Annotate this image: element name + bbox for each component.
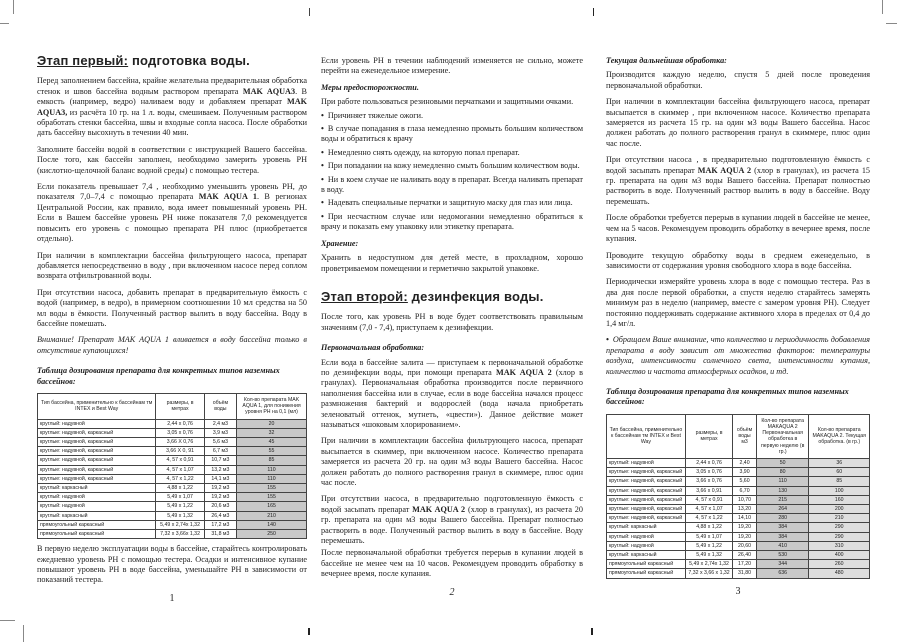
table-cell: 155 — [237, 493, 307, 502]
table-cell: 36 — [809, 459, 870, 468]
list-item: • При попадании на кожу немедленно смыть большим количеством воды. — [321, 161, 583, 171]
crop-mark — [23, 625, 24, 642]
stage1-title: Этап первый: подготовка воды. — [37, 53, 250, 68]
paragraph: Если вода в бассейне залита — приступаем к первоначальной обработке по дезинфекции воды, при помощи препарата MAK AQUA 2 (хлор в гранулах). Первоначальная обработка производится после первичного наполнения бассейна или в случае, если в воде бассейна начался процесс размножения бактерий и водорослей (вода начала приобретать зеленоватый оттенок, мутнеть, «цвести»). Данное действие может называться «шоковым хлорированием». — [321, 357, 583, 429]
table-cell: круглый: надувной — [607, 541, 686, 550]
table-cell: 3,66 Х 0,76 — [156, 437, 204, 446]
table-row — [607, 486, 870, 495]
table-cell: 160 — [809, 495, 870, 504]
table-row — [607, 505, 870, 514]
table-row — [38, 502, 307, 511]
table-cell: круглые: надувной, каркасный — [607, 477, 686, 486]
table-cell: 290 — [809, 523, 870, 532]
column-header: Кол-во препарата MAK AQUA 1, для понижения уровня РН на 0,1 (мл) — [237, 393, 307, 419]
table-cell: 5,49 х 1,32 — [156, 511, 204, 520]
table-cell: 165 — [237, 502, 307, 511]
paragraph: В первую неделю эксплуатации воды в бассейне, старайтесь контролировать ежедневно уровень РН с помощью тестера. Осадки и интенсивное купание повышают уровень РН в воде бассейна, уменьшайте РН в зависимости от показаний тестера. — [37, 544, 307, 585]
table-row — [607, 551, 870, 560]
paragraph: После обработки требуется перерыв в купании людей в бассейне не менее, чем на 5 часов. Рекомендуем проводить обработку в вечернее время, после купания. — [606, 213, 870, 244]
table-cell: круглый: надувной — [607, 459, 686, 468]
table-cell: круглый: надувной — [38, 419, 156, 428]
table-caption: Таблица дозирования препарата для конкретных типов наземных бассейнов: — [606, 386, 849, 407]
table-cell: прямоугольный каркасный — [38, 520, 156, 529]
paragraph: Периодически измеряйте уровень хлора в воде с помощью тестера. Раз в два дня после первой обработки, а спустя неделю старайтесь замерять минимум раз в неделю (например, вместе с замером уровня РН). Следует постоянно поддерживать содержание активного хлора в пределах от 0,4 до 1,4 мг/л. — [606, 277, 870, 328]
paragraph: Проводите текущую обработку воды в среднем еженедельно, в зависимости от содержания уровня свободного хлора в воде бассейна. — [606, 250, 870, 270]
table-cell: круглые: надувной, каркасный — [38, 474, 156, 483]
table-cell: 410 — [756, 541, 809, 550]
table-cell: 480 — [809, 569, 870, 578]
list-item: • В случае попадания в глаза немедленно промыть большим количеством воды и обратиться к врачу — [321, 124, 583, 145]
table-cell: 290 — [809, 532, 870, 541]
paragraph: Если уровень РН в течении наблюдений изменяется не сильно, можете перейти на еженедельное измерение. — [321, 56, 583, 76]
table-cell: 4,88 х 1,22 — [685, 523, 732, 532]
table-cell: 45 — [237, 437, 307, 446]
table-cell: круглый: каркасный — [607, 523, 686, 532]
table-cell: 3,90 — [733, 468, 757, 477]
table-cell: круглые: надувной, каркасный — [38, 437, 156, 446]
list-item: • Причиняет тяжелые ожоги. — [321, 111, 583, 121]
column-header: Тип бассейна, применительно к бассейнам тм INTEX и Best Way — [607, 414, 686, 458]
page-1 — [37, 53, 307, 604]
crop-mark — [308, 628, 310, 635]
column-header: размеры, в метрах — [685, 414, 732, 458]
paragraph: При отсутствии насоса , в предварительно подготовленную ёмкость с водой засыпать препарат MAK AQUA 2 (хлор в гранулах), из расчета 15 гр. препарата на один м3 воды Вашего бассейна. Препарат полностью растворить в воде. Полученный раствор вылить в воду в бассейне. Воду перемешать. — [606, 155, 871, 206]
table-cell: 344 — [756, 560, 809, 569]
table-cell: 400 — [809, 551, 870, 560]
stage2-title: Этап второй: дезинфекция воды. — [321, 288, 544, 304]
page-2 — [321, 56, 583, 598]
crop-mark — [591, 628, 593, 635]
table-cell: 2,44 х 0,76 — [156, 419, 204, 428]
table-cell: круглый: надувной — [607, 532, 686, 541]
precautions-heading: Меры предосторожности. — [321, 82, 419, 92]
table-row — [38, 419, 307, 428]
table-cell: 5,49 х 1,07 — [685, 532, 732, 541]
table-row — [607, 459, 870, 468]
table-cell: 85 — [237, 456, 307, 465]
table-cell: 3,9 м3 — [204, 428, 236, 437]
table-row — [607, 495, 870, 504]
table-cell: 4, 57 х 0,91 — [156, 456, 204, 465]
table-cell: 140 — [237, 520, 307, 529]
table-cell: 3,66 х 0,91 — [685, 486, 732, 495]
table-row — [38, 484, 307, 493]
table-cell: 4, 57 х 1,07 — [156, 465, 204, 474]
page-number: 2 — [449, 586, 455, 598]
table-row — [38, 437, 307, 446]
table-cell: круглый: каркасный — [38, 511, 156, 520]
table-cell: 19,20 — [733, 523, 757, 532]
table-cell: 3,66 Х 0, 91 — [156, 447, 204, 456]
warning-text: Внимание! Препарат MAK AQUA 1 вливается в воду бассейна только в отсутствие купающихся! — [37, 335, 307, 355]
precautions-list — [321, 111, 583, 233]
table-row — [607, 569, 870, 578]
table-cell: круглый: каркасный — [607, 551, 686, 560]
table-cell: 26,40 — [733, 551, 757, 560]
crop-mark — [0, 620, 15, 621]
table-cell: 5,49 х 1,32 — [685, 551, 732, 560]
table-cell: круглый: каркасный — [38, 484, 156, 493]
table-cell: 200 — [809, 505, 870, 514]
table-cell: круглые: надувной, каркасный — [607, 495, 686, 504]
table-row — [38, 428, 307, 437]
table-cell: 20,60 — [733, 541, 757, 550]
table-cell: 4, 57 х 1,07 — [685, 505, 732, 514]
column-header: объём воды м3 — [733, 414, 757, 458]
table-cell: 636 — [756, 569, 809, 578]
table-cell: 130 — [756, 486, 809, 495]
column-header: размеры, в метрах — [156, 393, 204, 419]
list-item: • При несчастном случае или недомогании немедленно обратиться к врачу и показать ему упаковку или этикетку препарата. — [321, 212, 583, 233]
table-row — [607, 523, 870, 532]
table-cell: 210 — [809, 514, 870, 523]
paragraph: При работе пользоваться резиновыми перчатками и защитными очками. — [321, 97, 574, 107]
table-cell: круглые: надувной, каркасный — [38, 465, 156, 474]
table-cell: 5,49 х 2,74х 1,32 — [685, 560, 732, 569]
paragraph: Если показатель превышает 7,4 , необходимо уменьшить уровень РН, до показателя 7,0–7,4 с помощью препарата MAK AQUA 1. В регионах Центральной России, как правило, вода имеет повышенный уровень РН. Если в Вашем бассейне уровень РН ниже показателя 7,0 рекомендуется повысить его уровень с помощью препарата РН плюс (приобретается отдельно). — [37, 182, 307, 244]
page-number: 1 — [169, 592, 175, 604]
table-cell: круглый: надувной — [38, 502, 156, 511]
list-item: • Надевать специальные перчатки и защитную маску для глаз или лица. — [321, 198, 583, 208]
table-cell: круглые: надувной, каркасный — [607, 514, 686, 523]
table-cell: 5,6 м3 — [204, 437, 236, 446]
paragraph: Заполните бассейн водой в соответствии с инструкцией Вашего бассейна. После того, как бассейн заполнен, необходимо замерить уровень РН (кислотно-щелочной баланс водной среды) с помощью тестера. — [37, 144, 307, 175]
table-cell: 31,8 м3 — [204, 530, 236, 539]
paragraph: После первоначальной обработки требуется перерыв в купании людей в бассейне не менее чем на 10 часов. Рекомендуем проводить обработку в вечернее время, после купания. — [321, 548, 583, 579]
column-header: объём воды — [204, 393, 236, 419]
current-treatment-heading: Текущая дальнейшая обработка: — [606, 56, 727, 65]
table-cell: 155 — [237, 484, 307, 493]
table-cell: круглые: надувной, каркасный — [607, 486, 686, 495]
table-cell: 17,20 — [733, 560, 757, 569]
table-cell: 19,2 м3 — [204, 484, 236, 493]
table-cell: 60 — [809, 468, 870, 477]
table-cell: 7,32 х 3,66 х 1,32 — [685, 569, 732, 578]
table-cell: круглый: надувной — [38, 493, 156, 502]
table-cell: 13,2 м3 — [204, 465, 236, 474]
table-cell: 4, 57 х 1,22 — [685, 514, 732, 523]
table-cell: 6,70 — [733, 486, 757, 495]
table-cell: 50 — [756, 459, 809, 468]
table-cell: 10,70 — [733, 495, 757, 504]
paragraph: При отсутствии насоса, добавить препарат в предварительную ёмкость с водой (например, в ведро), в примерном соотношении 10 мл средства на 50 мл воды в ёмкости. Полученный раствор вылить в воду бассейна. Воду в бассейне помешать. — [37, 287, 307, 328]
column-header: Тип бассейна, применительно к бассейнам тм INTEX и Best Way — [38, 393, 156, 419]
crop-mark — [882, 0, 883, 14]
table-cell: 2,40 — [733, 459, 757, 468]
table-cell: 7,32 х 3,66х 1,32 — [156, 530, 204, 539]
table-cell: 32 — [237, 428, 307, 437]
table-row — [38, 474, 307, 483]
dosage-table-aqua2 — [606, 414, 870, 579]
table-cell: 5,49 х 1,22 — [156, 502, 204, 511]
table-cell: круглые: надувной, каркасный — [38, 456, 156, 465]
table-cell: круглые: надувной, каркасный — [607, 505, 686, 514]
table-row — [607, 468, 870, 477]
paragraph: Хранить в недоступном для детей месте, в прохладном, хорошо проветриваемом помещении и герметично закрытой упаковке. — [321, 253, 583, 273]
crop-mark — [13, 0, 14, 14]
storage-heading: Хранение: — [321, 238, 359, 248]
crop-mark — [593, 8, 594, 16]
table-cell: 10,7 м3 — [204, 456, 236, 465]
table-cell: 384 — [756, 523, 809, 532]
initial-treatment-heading: Первоначальная обработка: — [321, 343, 425, 353]
table-cell: 210 — [237, 511, 307, 520]
table-cell: 2,44 х 0,76 — [685, 459, 732, 468]
table-cell: 20,6 м3 — [204, 502, 236, 511]
table-cell: 110 — [756, 477, 809, 486]
table-cell: 384 — [756, 532, 809, 541]
table-row — [38, 465, 307, 474]
table-cell: 3,05 х 0,76 — [685, 468, 732, 477]
table-row — [607, 541, 870, 550]
table-cell: 4,88 х 1,22 — [156, 484, 204, 493]
table-row — [38, 520, 307, 529]
list-item: • Ни в коем случае не наливать воду в препарат. Всегда наливать препарат в воду. — [321, 175, 583, 196]
table-cell: 20 — [237, 419, 307, 428]
table-cell: круглые: надувной, каркасный — [607, 468, 686, 477]
table-cell: 110 — [237, 474, 307, 483]
table-cell: 530 — [756, 551, 809, 560]
table-cell: 2,4 м3 — [204, 419, 236, 428]
table-cell: 6,7 м3 — [204, 447, 236, 456]
table-cell: 264 — [756, 505, 809, 514]
table-cell: 17,2 м3 — [204, 520, 236, 529]
note-text: • Обращаем Ваше внимание, что количество и периодичность добавления препарата в воду зависит от множества факторов: температуры воздуха, интенсивности солнечного света, интенсивности купания, количество и частота атмосферных осадков, и тд. — [606, 335, 870, 377]
table-cell: круглые: надувной, каркасный — [38, 447, 156, 456]
column-header: Кол-во препарата MAKAQUA 2. Текущая обработка. (в гр.) — [809, 414, 870, 458]
table-cell: 5,49 х 1,22 — [685, 541, 732, 550]
table-row — [38, 511, 307, 520]
page-number: 3 — [735, 585, 741, 597]
paragraph: После того, как уровень РН в воде будет соответствовать правильным значениям (7,0 - 7,4), приступаем к дезинфекции. — [321, 312, 583, 332]
table-row — [38, 530, 307, 539]
table-cell: 19,2 м3 — [204, 493, 236, 502]
table-row — [607, 514, 870, 523]
paragraph: При наличии в комплектации бассейна фильтрующего насоса, препарат высыпается в скиммер, при включенном насосе. Количество препарата замеряется из расчета 20 гр. на один м3 воды Вашего бассейна. Насос должен работать до полного растворения гранул в скиммере, плюс один час после. — [321, 436, 583, 487]
dosage-table-aqua1 — [37, 393, 307, 539]
table-row — [607, 477, 870, 486]
table-cell: 100 — [809, 486, 870, 495]
table-cell: 4, 57 х 0,91 — [685, 495, 732, 504]
list-item: • Немедленно снять одежду, на которую попал препарат. — [321, 148, 583, 158]
table-row — [38, 456, 307, 465]
table-cell: 55 — [237, 447, 307, 456]
table-cell: прямоугольный каркасный — [38, 530, 156, 539]
table-cell: 26,4 м3 — [204, 511, 236, 520]
paragraph: Производится каждую неделю, спустя 5 дней после проведения первоначальной обработки. — [606, 70, 870, 90]
page-3 — [606, 56, 870, 597]
crop-mark — [309, 8, 310, 16]
table-cell: 85 — [809, 477, 870, 486]
table-row — [607, 532, 870, 541]
table-row — [607, 560, 870, 569]
table-row — [38, 493, 307, 502]
paragraph: При отсутствии насоса, в предварительно подготовленную ёмкость с водой засыпать препарат MAK AQUA 2 (хлор в гранулах), из расчета 20 гр. препарата на один м3 воды Вашего бассейна. Препарат полностью растворить в воде. Полученный раствор вылить в воду в бассейне. Воду перемешать. — [321, 494, 583, 546]
table-cell: круглые: надувной, каркасный — [38, 428, 156, 437]
table-cell: 14,10 — [733, 514, 757, 523]
paragraph: Перед заполнением бассейна, крайне желательна предварительная обработка стенок и швов бассейна водным раствором препарата MAK AQUA3. В емкость (например, ведро) наливаем воду и добавляем препарат MAK AQUA3, из расчёта 10 гр. на 1 л. воды, смешиваем. Полученным раствором обработать стенки бассейна, швы и входные сопла насоса. После обработки дать бассейну высохнуть в течении 40 мин. — [37, 76, 307, 138]
table-cell: 310 — [809, 541, 870, 550]
table-cell: 80 — [756, 468, 809, 477]
crop-mark — [0, 23, 9, 24]
table-cell: 3,66 х 0,76 — [685, 477, 732, 486]
table-cell: 14,1 м3 — [204, 474, 236, 483]
table-cell: 110 — [237, 465, 307, 474]
table-cell: 280 — [756, 514, 809, 523]
table-cell: 5,49 х 2,74х 1,32 — [156, 520, 204, 529]
crop-mark — [886, 23, 897, 24]
table-cell: 215 — [756, 495, 809, 504]
table-cell: 5,60 — [733, 477, 757, 486]
table-cell: 3,05 х 0,76 — [156, 428, 204, 437]
paragraph: При наличии в комплектации бассейна фильтрующего насоса, препарат высыпается в скиммер , при включенном насосе. Количество препарата замеряется из расчета 15 гр. на один м3 воды Вашего бассейна. Насос должен работать до полного растворения гранул в скиммере, плюс один час после. — [606, 97, 870, 148]
table-caption: Таблица дозирования препарата для конкретных типов наземных бассейнов: — [37, 366, 280, 386]
paragraph: При наличии в комплектации бассейна фильтрующего насоса, препарат добавляется непосредственно в воду , при включенном насосе перед соплом возврата отфильтрованной воды. — [37, 250, 307, 281]
column-header: Кол-во препарата MAKAQUA 2 Первоначальная обработка в первую неделю (в гр.) — [756, 414, 809, 458]
table-cell: 5,49 х 1,07 — [156, 493, 204, 502]
table-cell: 19,20 — [733, 532, 757, 541]
table-cell: 250 — [237, 530, 307, 539]
table-cell: 260 — [809, 560, 870, 569]
table-cell: прямоугольный каркасный — [607, 560, 686, 569]
table-cell: 4, 57 х 1,22 — [156, 474, 204, 483]
table-cell: прямоугольный каркасный — [607, 569, 686, 578]
table-cell: 13,20 — [733, 505, 757, 514]
table-cell: 31,80 — [733, 569, 757, 578]
table-row — [38, 447, 307, 456]
